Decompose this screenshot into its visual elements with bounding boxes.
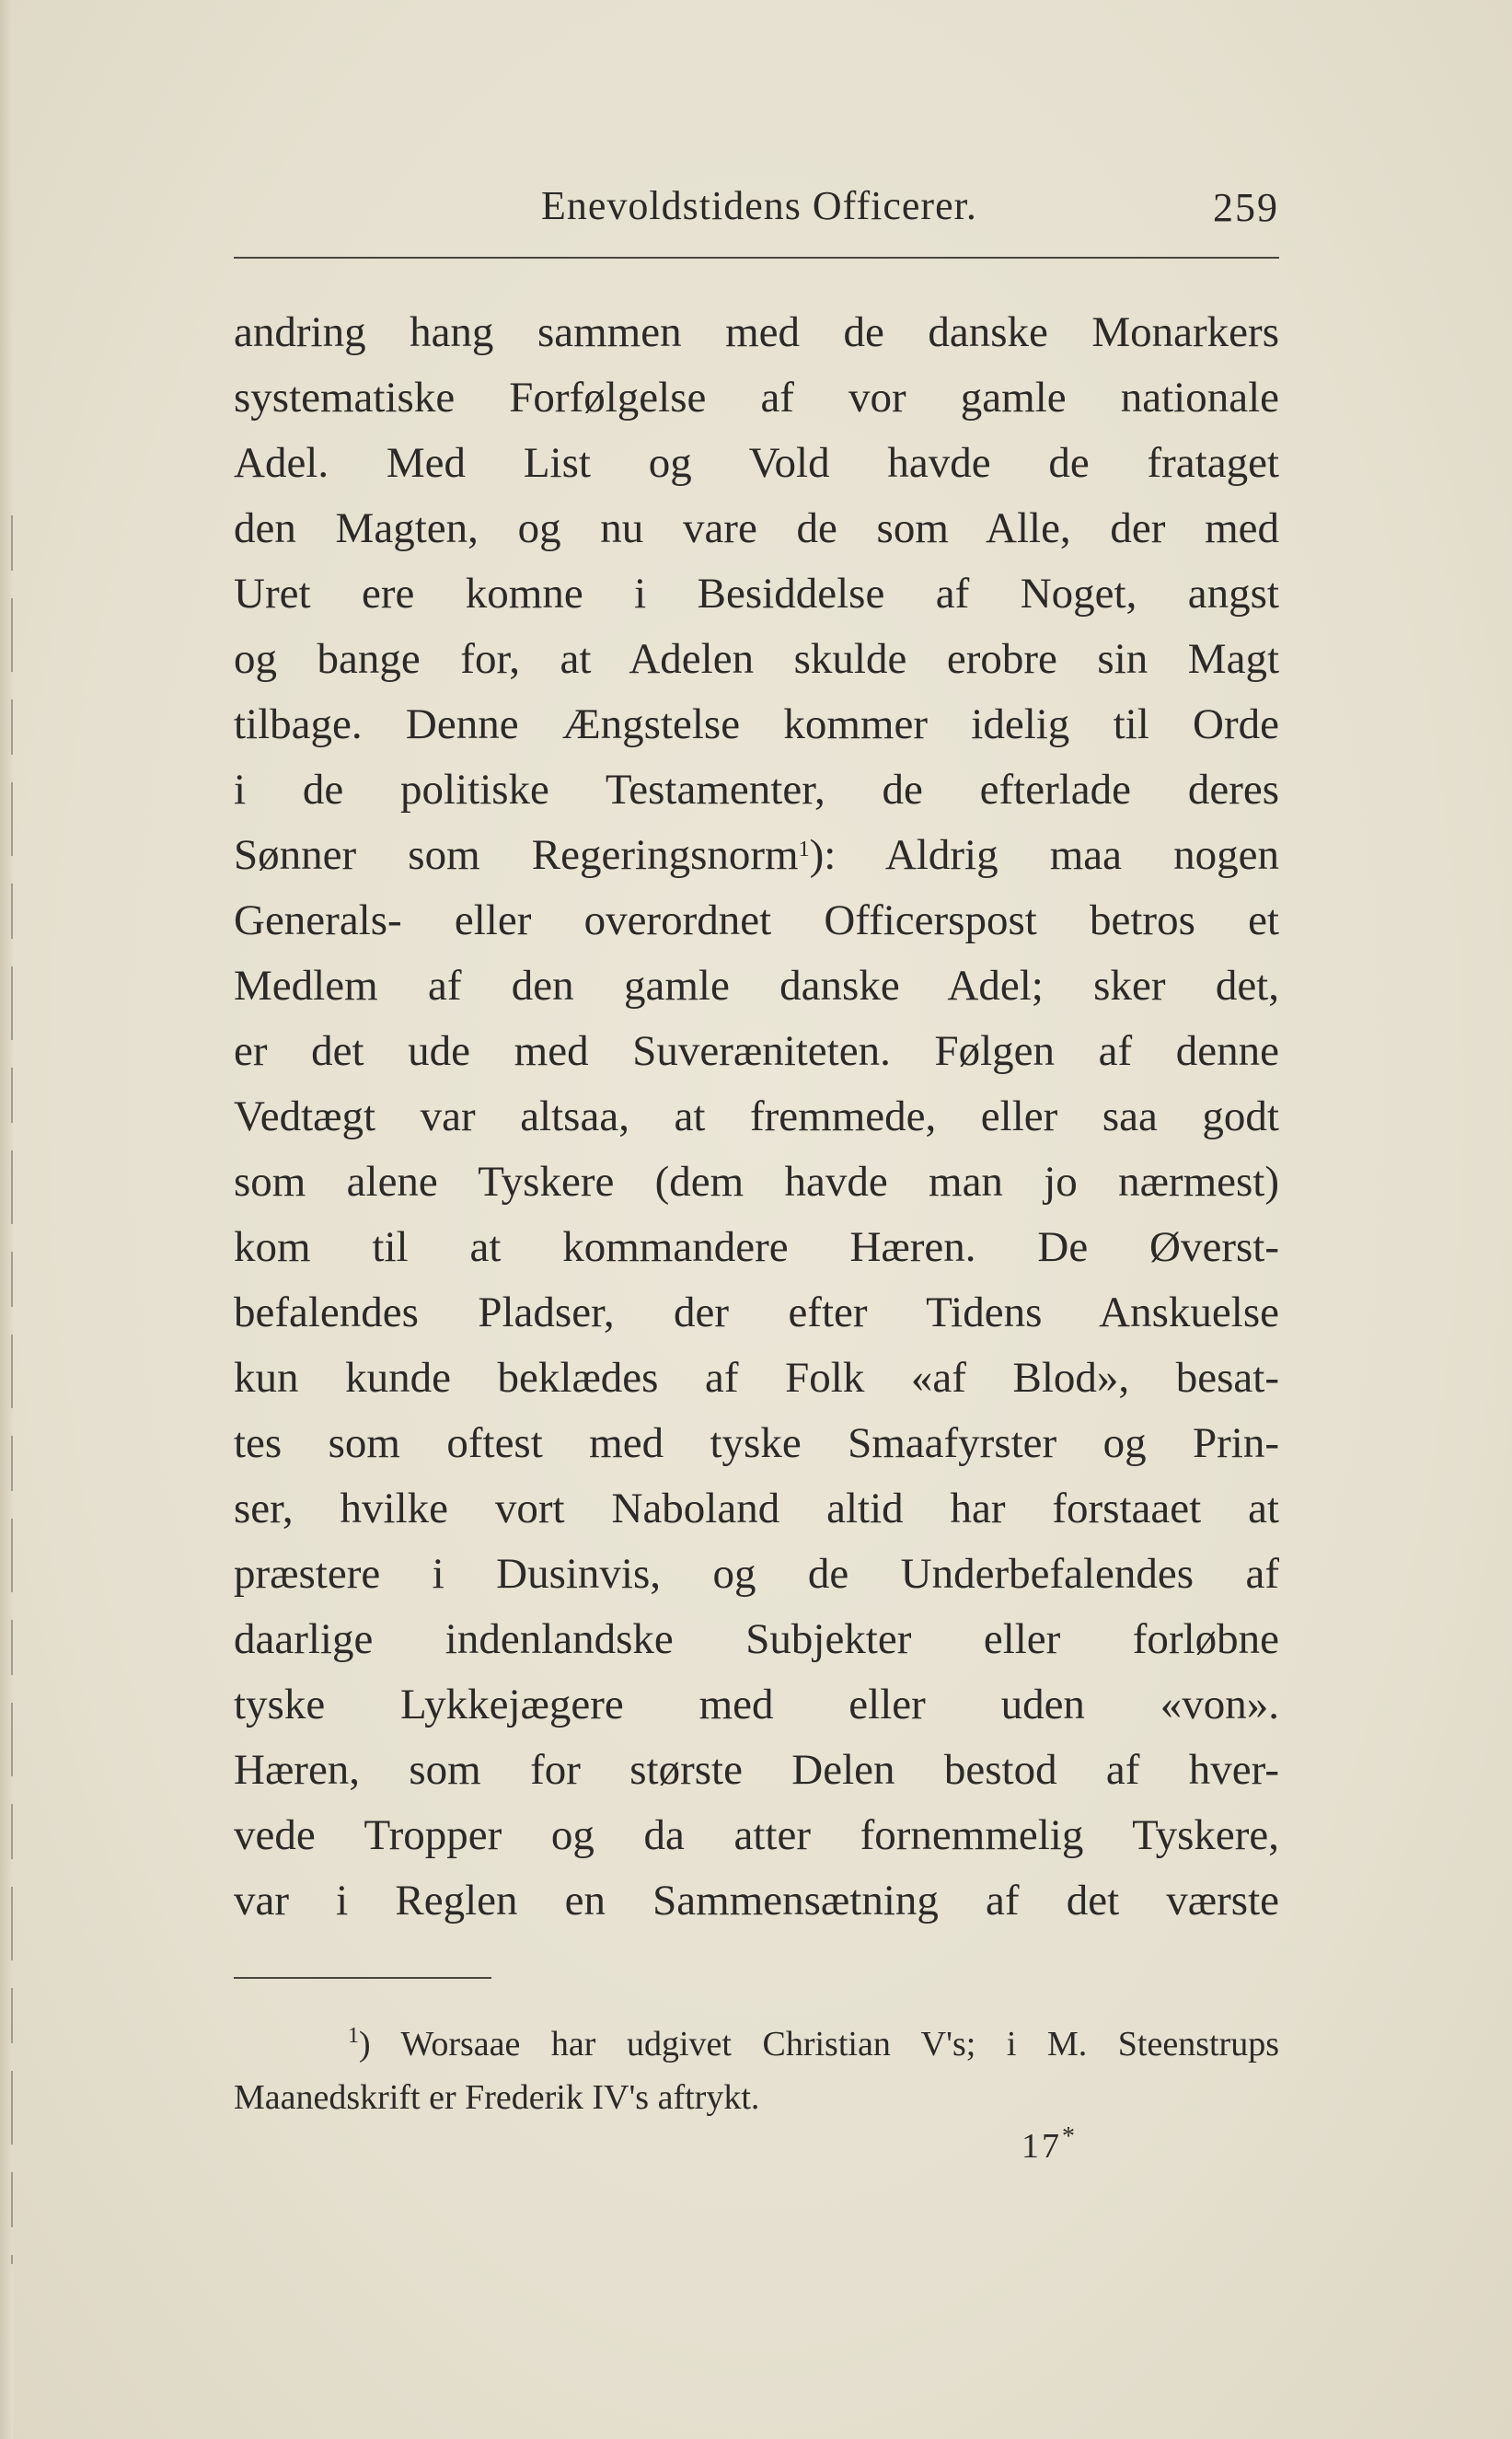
running-title: Enevoldstidens Officerer. <box>541 183 977 228</box>
text-line: som alene Tyskere (dem havde man jo nærmest) <box>234 1158 1279 1206</box>
signature-star: * <box>1062 2122 1078 2151</box>
footnote-line: Maanedskrift er Frederik IV's aftrykt. <box>234 2078 760 2117</box>
text-line: Vedtægt var altsaa, at fremmede, eller saa godt <box>234 1092 1279 1140</box>
running-head <box>234 177 1279 236</box>
text-line: var i Reglen en Sammensætning af det værste <box>234 1877 1279 1925</box>
text-line: tes som oftest med tyske Smaafyrster og Prin- <box>234 1419 1279 1467</box>
text-line: præstere i Dusinvis, og de Underbefalendes af <box>234 1550 1279 1598</box>
text-line: i de politiske Testamenter, de efterlade deres <box>234 766 1279 814</box>
binding-stitch-line <box>11 515 13 2264</box>
text-line: andring hang sammen med de danske Monarkers <box>234 308 1279 356</box>
text-line: Adel. Med List og Vold havde de frataget <box>234 439 1279 487</box>
text-line: Generals- eller overordnet Officerspost betros et <box>234 896 1279 944</box>
text-line: Uret ere komne i Besiddelse af Noget, angst <box>234 570 1279 618</box>
body-text <box>234 300 1279 1934</box>
text-line: vede Tropper og da atter fornemmelig Tyskere, <box>234 1811 1279 1859</box>
footnote <box>234 2017 1279 2124</box>
page-number: 259 <box>1213 185 1279 230</box>
header-rule <box>234 257 1279 259</box>
text-segment: Sønner som Regeringsnorm <box>234 831 799 879</box>
text-line: kun kunde beklædes af Folk «af Blod», besat- <box>234 1354 1279 1402</box>
text-line: tyske Lykkejægere med eller uden «von». <box>234 1681 1279 1728</box>
footnote-line <box>234 2017 1279 2071</box>
text-line: daarlige indenlandske Subjekter eller forløbne <box>234 1615 1279 1663</box>
text-line: ser, hvilke vort Naboland altid har forstaaet at <box>234 1485 1279 1532</box>
footnote-reference-mark: 1 <box>798 838 810 861</box>
text-segment: ): Aldrig maa nogen <box>809 831 1279 879</box>
signature-number: 17 <box>1021 2127 1062 2166</box>
text-line: den Magten, og nu vare de som Alle, der med <box>234 504 1279 552</box>
text-line: tilbage. Denne Ængstelse kommer idelig til Orde <box>234 700 1279 748</box>
footnote-rule <box>234 1977 491 1979</box>
text-line: systematiske Forfølgelse af vor gamle nationale <box>234 374 1279 422</box>
text-line: kom til at kommandere Hæren. De Øverst- <box>234 1223 1279 1271</box>
footnote-mark: 1 <box>348 2024 359 2048</box>
text-line: er det ude med Suveræniteten. Følgen af denne <box>234 1027 1279 1075</box>
signature-mark <box>1021 2122 1078 2167</box>
text-line: Medlem af den gamle danske Adel; sker det, <box>234 962 1279 1010</box>
text-line-with-footnote-mark <box>234 823 1279 888</box>
text-line: Hæren, som for største Delen bestod af hver- <box>234 1746 1279 1794</box>
text-line: og bange for, at Adelen skulde erobre sin Magt <box>234 635 1279 683</box>
footnote-text: ) Worsaae har udgivet Christian V's; i M. Steenstrups <box>359 2025 1279 2063</box>
text-line: befalendes Pladser, der efter Tidens Anskuelse <box>234 1289 1279 1336</box>
